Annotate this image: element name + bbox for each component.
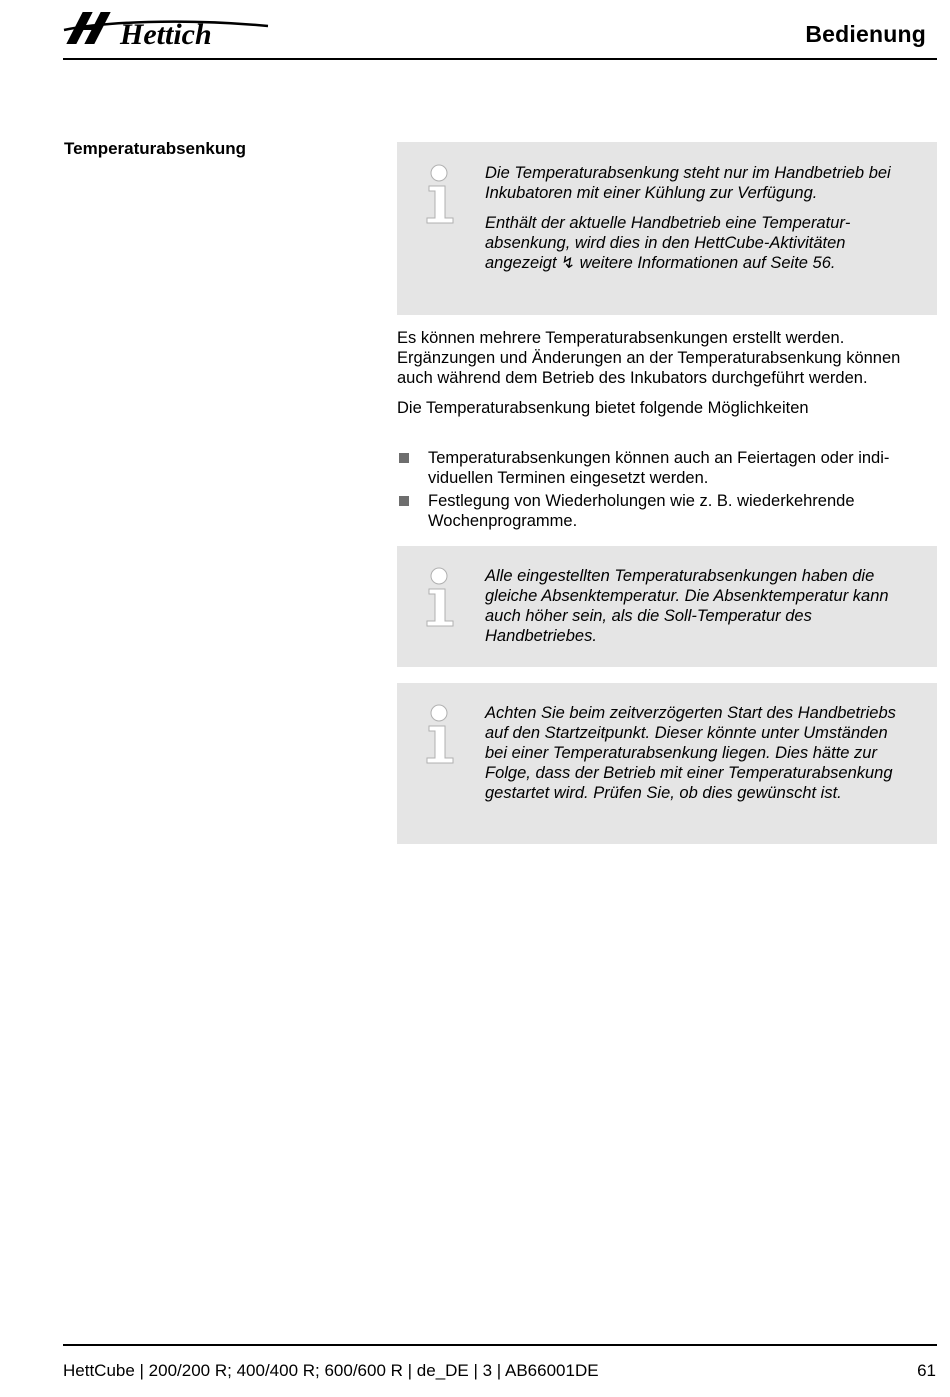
body-text xyxy=(397,328,937,418)
square-bullet-icon xyxy=(399,496,409,506)
body-paragraph-1: Es können mehrere Temperaturabsenkungen erstellt werden. Ergänzungen und Änderungen an der Temperaturabsenkung können auch während dem Betrieb des Inkubators durchgeführt werden. xyxy=(397,329,901,387)
hettich-logo xyxy=(62,8,272,50)
info-note-1 xyxy=(397,142,937,315)
note-3-text: Achten Sie beim zeitverzögerten Start des Handbetriebs auf den Startzeitpunkt. Dieser könnte unter Umständen bei einer Temperaturabsenkung liegen. Dies hätte zur Folge, dass der Betrieb mit einer Temperaturabsenkung gestartet wird. Prüfen Sie, ob dies gewünscht ist. xyxy=(485,704,896,802)
body-paragraph-2: Die Temperaturabsenkung bietet folgende Möglichkeiten xyxy=(397,399,809,417)
note-1-paragraph-1: Die Temperaturabsenkung steht nur im Handbetrieb bei Inkubatoren mit einer Kühlung zur Verfügung. xyxy=(485,164,891,202)
info-note-2 xyxy=(397,546,937,667)
info-note-3 xyxy=(397,683,937,844)
footer-document-id: HettCube | 200/200 R; 400/400 R; 600/600 R | de_DE | 3 | AB66001DE xyxy=(63,1361,599,1380)
section-heading: Temperaturabsenkung xyxy=(64,139,247,158)
page-header-title: Bedienung xyxy=(805,21,926,47)
note-1-paragraph-2-text: Enthält der aktuelle Handbetrieb eine Temperaturabsenkung, wird dies in den HettCube-Aktivitäten angezeigt xyxy=(485,214,851,272)
info-icon xyxy=(423,164,457,224)
feature-list xyxy=(397,448,937,534)
page-number: 61 xyxy=(917,1361,936,1380)
square-bullet-icon xyxy=(399,453,409,463)
list-item xyxy=(397,491,937,531)
cross-reference-link[interactable]: weitere Informationen auf Seite 56. xyxy=(574,254,836,272)
note-2-text: Alle eingestellten Temperaturabsenkungen haben die gleiche Absenktemperatur. Die Absenktemperatur kann auch höher sein, als die Soll-Temperatur des Handbetriebes. xyxy=(485,567,889,645)
info-icon xyxy=(423,704,457,764)
cross-reference-arrow-icon: ↯ xyxy=(561,254,575,272)
logo-text: Hettich xyxy=(120,18,212,50)
footer-rule xyxy=(63,1344,937,1346)
list-item xyxy=(397,448,937,488)
list-item-text: Festlegung von Wiederholungen wie z. B. wiederkehrende Wochenprogramme. xyxy=(428,492,855,530)
header-rule xyxy=(63,58,937,60)
info-icon xyxy=(423,567,457,627)
note-1-paragraph-2 xyxy=(485,213,905,273)
note-1-text xyxy=(485,163,905,283)
list-item-text: Temperaturabsenkungen können auch an Feiertagen oder individuellen Terminen eingesetzt werden. xyxy=(428,449,890,487)
